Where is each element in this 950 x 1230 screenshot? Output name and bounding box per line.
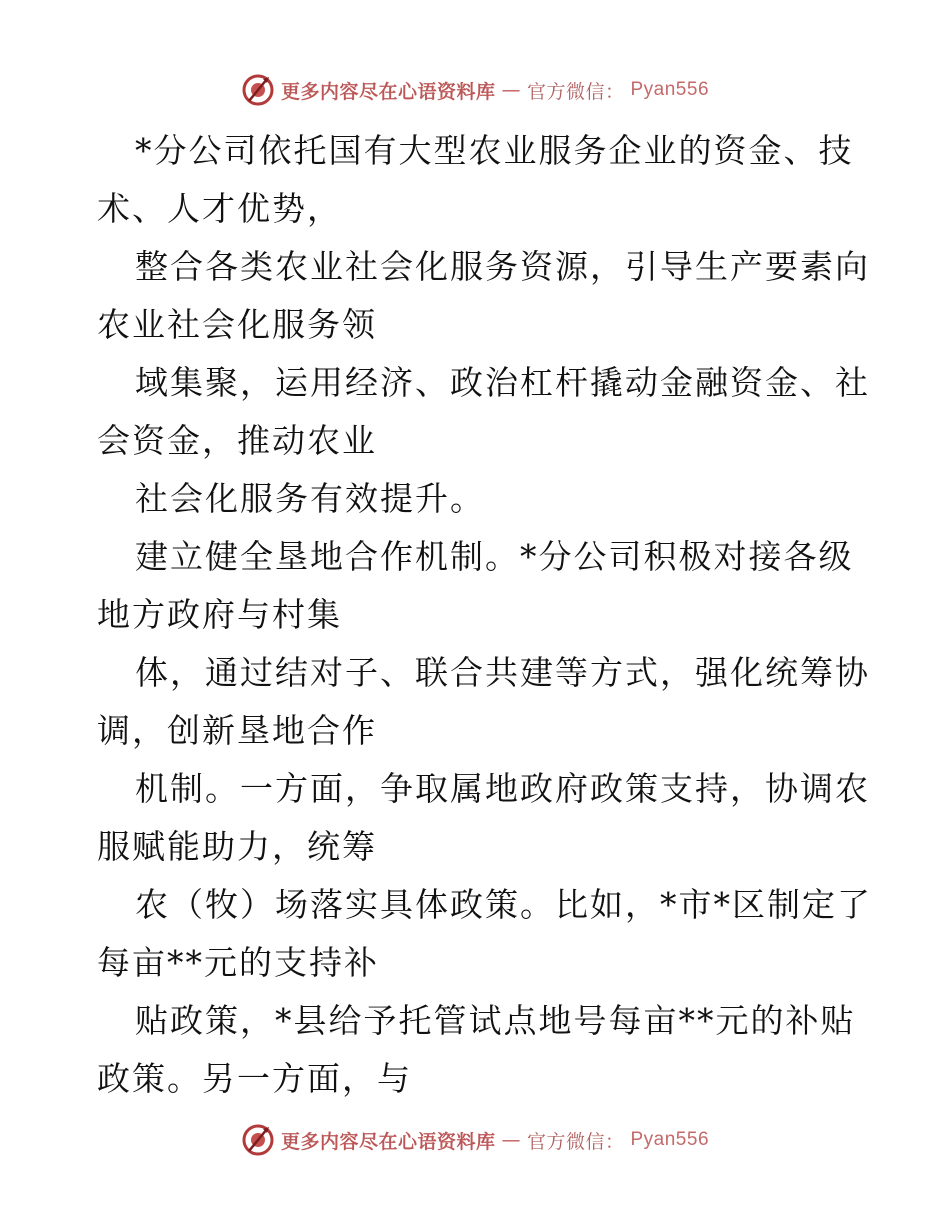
watermark-dash: — — [501, 1129, 521, 1151]
text-line: 贴政策，*县给予托管试点地号每亩**元的补贴 — [135, 1001, 856, 1040]
text-line: 建立健全垦地合作机制。*分公司积极对接各级 — [135, 537, 854, 576]
text-line: 服赋能助力，统筹 — [97, 827, 377, 866]
header-watermark — [0, 68, 950, 112]
watermark-text: 更多内容尽在心语资料库 — [280, 1130, 496, 1153]
text-line: 农（牧）场落实具体政策。比如，*市*区制定了 — [135, 885, 872, 924]
watermark-wechat-id: Pyan556 — [630, 1129, 710, 1150]
text-line: 调，创新垦地合作 — [97, 711, 377, 750]
footer-watermark — [0, 1118, 950, 1162]
text-line: 整合各类农业社会化服务资源，引导生产要素向 — [135, 247, 870, 286]
text-line: 域集聚，运用经济、政治杠杆撬动金融资金、社 — [135, 363, 870, 402]
text-line: *分公司依托国有大型农业服务企业的资金、技 — [135, 131, 854, 170]
watermark-dash: — — [501, 79, 521, 101]
watermark-text: 更多内容尽在心语资料库 — [280, 80, 496, 103]
text-line: 地方政府与村集 — [97, 595, 342, 634]
text-line: 会资金，推动农业 — [97, 421, 377, 460]
watermark-wechat-id: Pyan556 — [630, 79, 710, 100]
quill-logo-icon — [241, 73, 275, 107]
text-line: 体，通过结对子、联合共建等方式，强化统筹协 — [135, 653, 870, 692]
document-body — [97, 122, 872, 1108]
quill-logo-icon — [241, 1123, 275, 1157]
text-line: 机制。一方面，争取属地政府政策支持，协调农 — [135, 769, 870, 808]
text-line: 政策。另一方面，与 — [97, 1059, 412, 1098]
text-line: 社会化服务有效提升。 — [135, 479, 485, 518]
watermark-wechat-label: 官方微信： — [526, 1130, 625, 1153]
text-line: 每亩**元的支持补 — [97, 943, 379, 982]
text-line: 农业社会化服务领 — [97, 305, 377, 344]
watermark-wechat-label: 官方微信： — [526, 80, 625, 103]
text-line: 术、人才优势， — [97, 189, 342, 228]
